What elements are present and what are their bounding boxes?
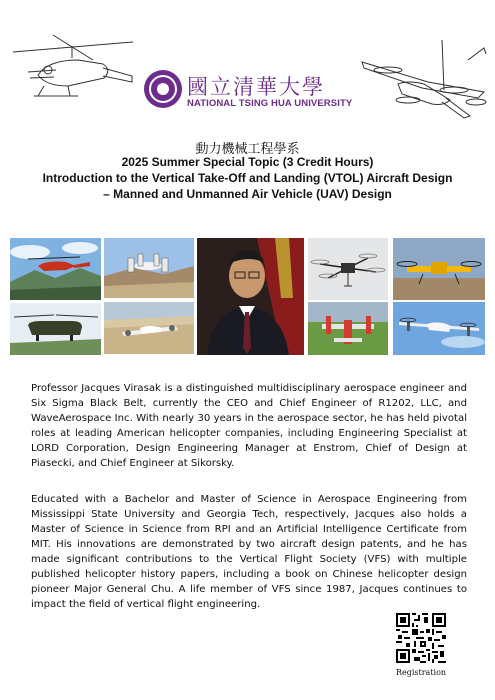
helicopter-rescue-photo: [10, 238, 101, 300]
university-seal-icon: [144, 70, 182, 108]
university-logo: [144, 70, 353, 116]
course-title-line3: – Manned and Unmanned Air Vehicle (UAV) Design: [103, 187, 392, 201]
department-name: 動力機械工程學系: [195, 142, 300, 157]
registration-label: Registration: [395, 668, 447, 677]
tiltwing-aircraft-photo: [104, 302, 194, 354]
professor-portrait-photo: [197, 238, 304, 355]
university-name-chinese: 國立清華大學: [187, 75, 325, 99]
evtol-multirotor-photo: [104, 238, 194, 298]
course-title-line1: 2025 Summer Special Topic (3 Credit Hours): [121, 155, 374, 169]
vtol-uav-sketch-icon: [358, 40, 488, 120]
registration-qr-code-icon[interactable]: [396, 613, 446, 663]
course-title-line2: Introduction to the Vertical Take-Off and Landing (VTOL) Aircraft Design: [42, 171, 453, 185]
university-name-english: NATIONAL TSING HUA UNIVERSITY: [187, 98, 353, 109]
bio-paragraph-1: Professor Jacques Virasak is a distinguished multidisciplinary aerospace engineer and Six Sigma Black Belt, currently the CEO and Chief Engineer of R1202, LLC, and WaveAerospace Inc. With nearly 30 years in the aerospace sector, he has held pivotal roles at leading American helicopter companies, including Engineering Specialist at LORD Corporation, Design Engineering Manager at Enstrom, Chief of Design at Piasecki, and Chief Engineer at Sikorsky.: [31, 383, 467, 469]
bio-paragraph-2: Educated with a Bachelor and Master of Science in Aerospace Engineering from Mississippi State University and Georgia Tech, respectively, Jacques also holds a Master of Science in Science from RPI and an Artificial Intelligence Certificate from MIT. His innovations are demonstrated by two aircraft design patents, and he has made significant contributions to the Vertical Flight Society (VFS) with multiple published helicopter history papers, including a book on Chinese helicopter design pioneer Major General Chu. A life member of VFS since 1987, Jacques continues to impact the field of vertical flight engineering.: [31, 494, 467, 610]
vtol-fixed-wing-ground-photo: [308, 302, 388, 355]
hexacopter-drone-photo: [308, 238, 388, 300]
vtol-fixed-wing-flight-photo: [393, 302, 485, 355]
tandem-rotor-helicopter-photo: [10, 303, 101, 355]
attack-helicopter-sketch-icon: [8, 30, 138, 105]
yellow-quadcopter-photo: [393, 238, 485, 300]
